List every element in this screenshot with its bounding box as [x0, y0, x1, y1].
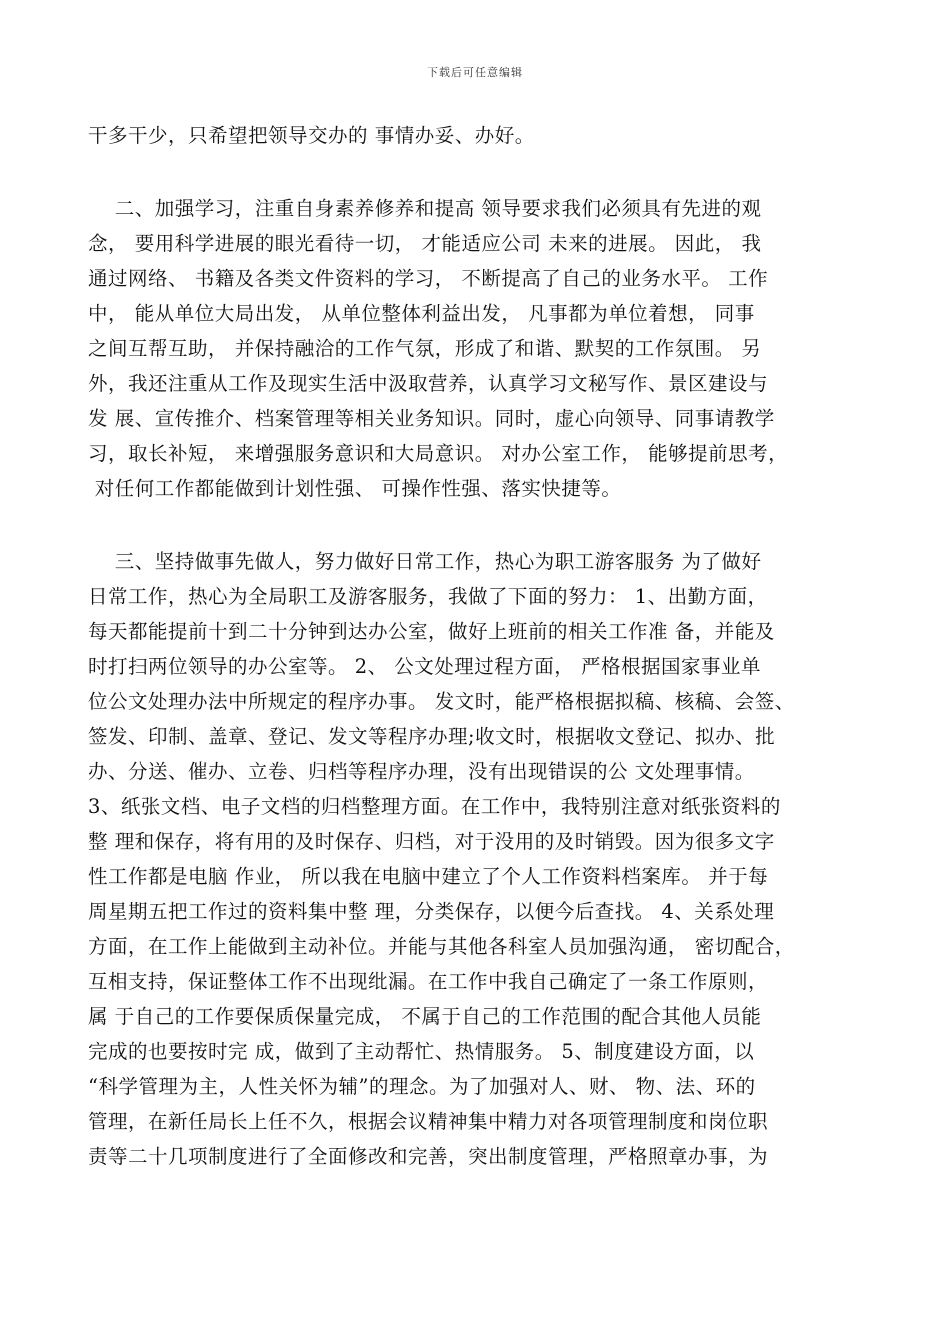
text-line: 中， 能从单位大局出发， 从单位整体利益出发， 凡事都为单位着想， 同事 — [88, 302, 755, 325]
text-line: 干多干少，只希望把领导交办的 事情办妥、办好。 — [88, 124, 535, 147]
text-line: 时打扫两位领导的办公室等。 2、 公文处理过程方面， 严格根据国家事业单 — [88, 655, 762, 678]
page-header: 下载后可任意编辑 — [427, 66, 523, 79]
text-line: 通过网络、 书籍及各类文件资料的学习， 不断提高了自己的业务水平。 工作 — [88, 267, 769, 290]
text-line: 对任何工作都能做到计划性强、 可操作性强、落实快捷等。 — [88, 477, 622, 500]
text-line: 责等二十几项制度进行了全面修改和完善，突出制度管理，严格照章办事，为 — [88, 1145, 769, 1168]
text-line: 三、坚持做事先做人，努力做好日常工作，热心为职工游客服务 为了做好 — [88, 550, 762, 573]
text-line: 方面，在工作上能做到主动补位。并能与其他各科室人员加强沟通， 密切配合， — [88, 935, 795, 958]
text-line: 日常工作，热心为全局职工及游客服务，我做了下面的努力： 1、出勤方面， — [88, 585, 768, 608]
text-line: 之间互帮互助， 并保持融洽的工作气氛，形成了和谐、默契的工作氛围。 另 — [88, 337, 762, 360]
text-line: 互相支持，保证整体工作不出现纰漏。在工作中我自己确定了一条工作原则， — [88, 970, 769, 993]
paragraph — [88, 544, 878, 1174]
text-line: “科学管理为主，人性关怀为辅”的理念。为了加强对人、财、 物、法、环的 — [88, 1075, 756, 1098]
text-line: 性工作都是电脑 作业， 所以我在电脑中建立了个人工作资料档案库。 并于每 — [88, 865, 769, 888]
text-line: 3、纸张文档、电子文档的归档整理方面。在工作中，我特别注意对纸张资料的 — [88, 795, 781, 818]
text-line: 周星期五把工作过的资料集中整 理，分类保存，以便今后查找。 4、关系处理 — [88, 900, 775, 923]
text-line: 签发、印制、盖章、登记、发文等程序办理;收文时，根据收文登记、拟办、批 — [88, 725, 776, 748]
text-line: 管理，在新任局长上任不久，根据会议精神集中精力对各项管理制度和岗位职 — [88, 1110, 769, 1133]
text-line: 念， 要用科学进展的眼光看待一切， 才能适应公司 未来的进展。 因此， 我 — [88, 232, 762, 255]
text-line: 属 于自己的工作要保质保量完成， 不属于自己的工作范围的配合其他人员能 — [88, 1005, 762, 1028]
document-body — [88, 118, 878, 1174]
text-line: 位公文处理办法中所规定的程序办事。 发文时，能严格根据拟稿、核稿、会签、 — [88, 690, 795, 713]
text-line: 每天都能提前十到二十分钟到达办公室，做好上班前的相关工作准 备，并能及 — [88, 620, 775, 643]
text-line: 办、分送、催办、立卷、归档等程序办理，没有出现错误的公 文处理事情。 — [88, 760, 755, 783]
text-line: 完成的也要按时完 成，做到了主动帮忙、热情服务。 5、制度建设方面，以 — [88, 1040, 755, 1063]
text-line: 发 展、宣传推介、档案管理等相关业务知识。同时，虚心向领导、同事请教学 — [88, 407, 775, 430]
paragraph — [88, 191, 878, 506]
paragraph — [88, 118, 878, 153]
text-line: 整 理和保存，将有用的及时保存、归档，对于没用的及时销毁。因为很多文字 — [88, 830, 775, 853]
text-line: 习，取长补短， 来增强服务意识和大局意识。 对办公室工作， 能够提前思考， — [88, 442, 789, 465]
text-line: 外，我还注重从工作及现实生活中汲取营养，认真学习文秘写作、景区建设与 — [88, 372, 769, 395]
text-line: 二、加强学习，注重自身素养修养和提高 领导要求我们必须具有先进的观 — [88, 197, 762, 220]
